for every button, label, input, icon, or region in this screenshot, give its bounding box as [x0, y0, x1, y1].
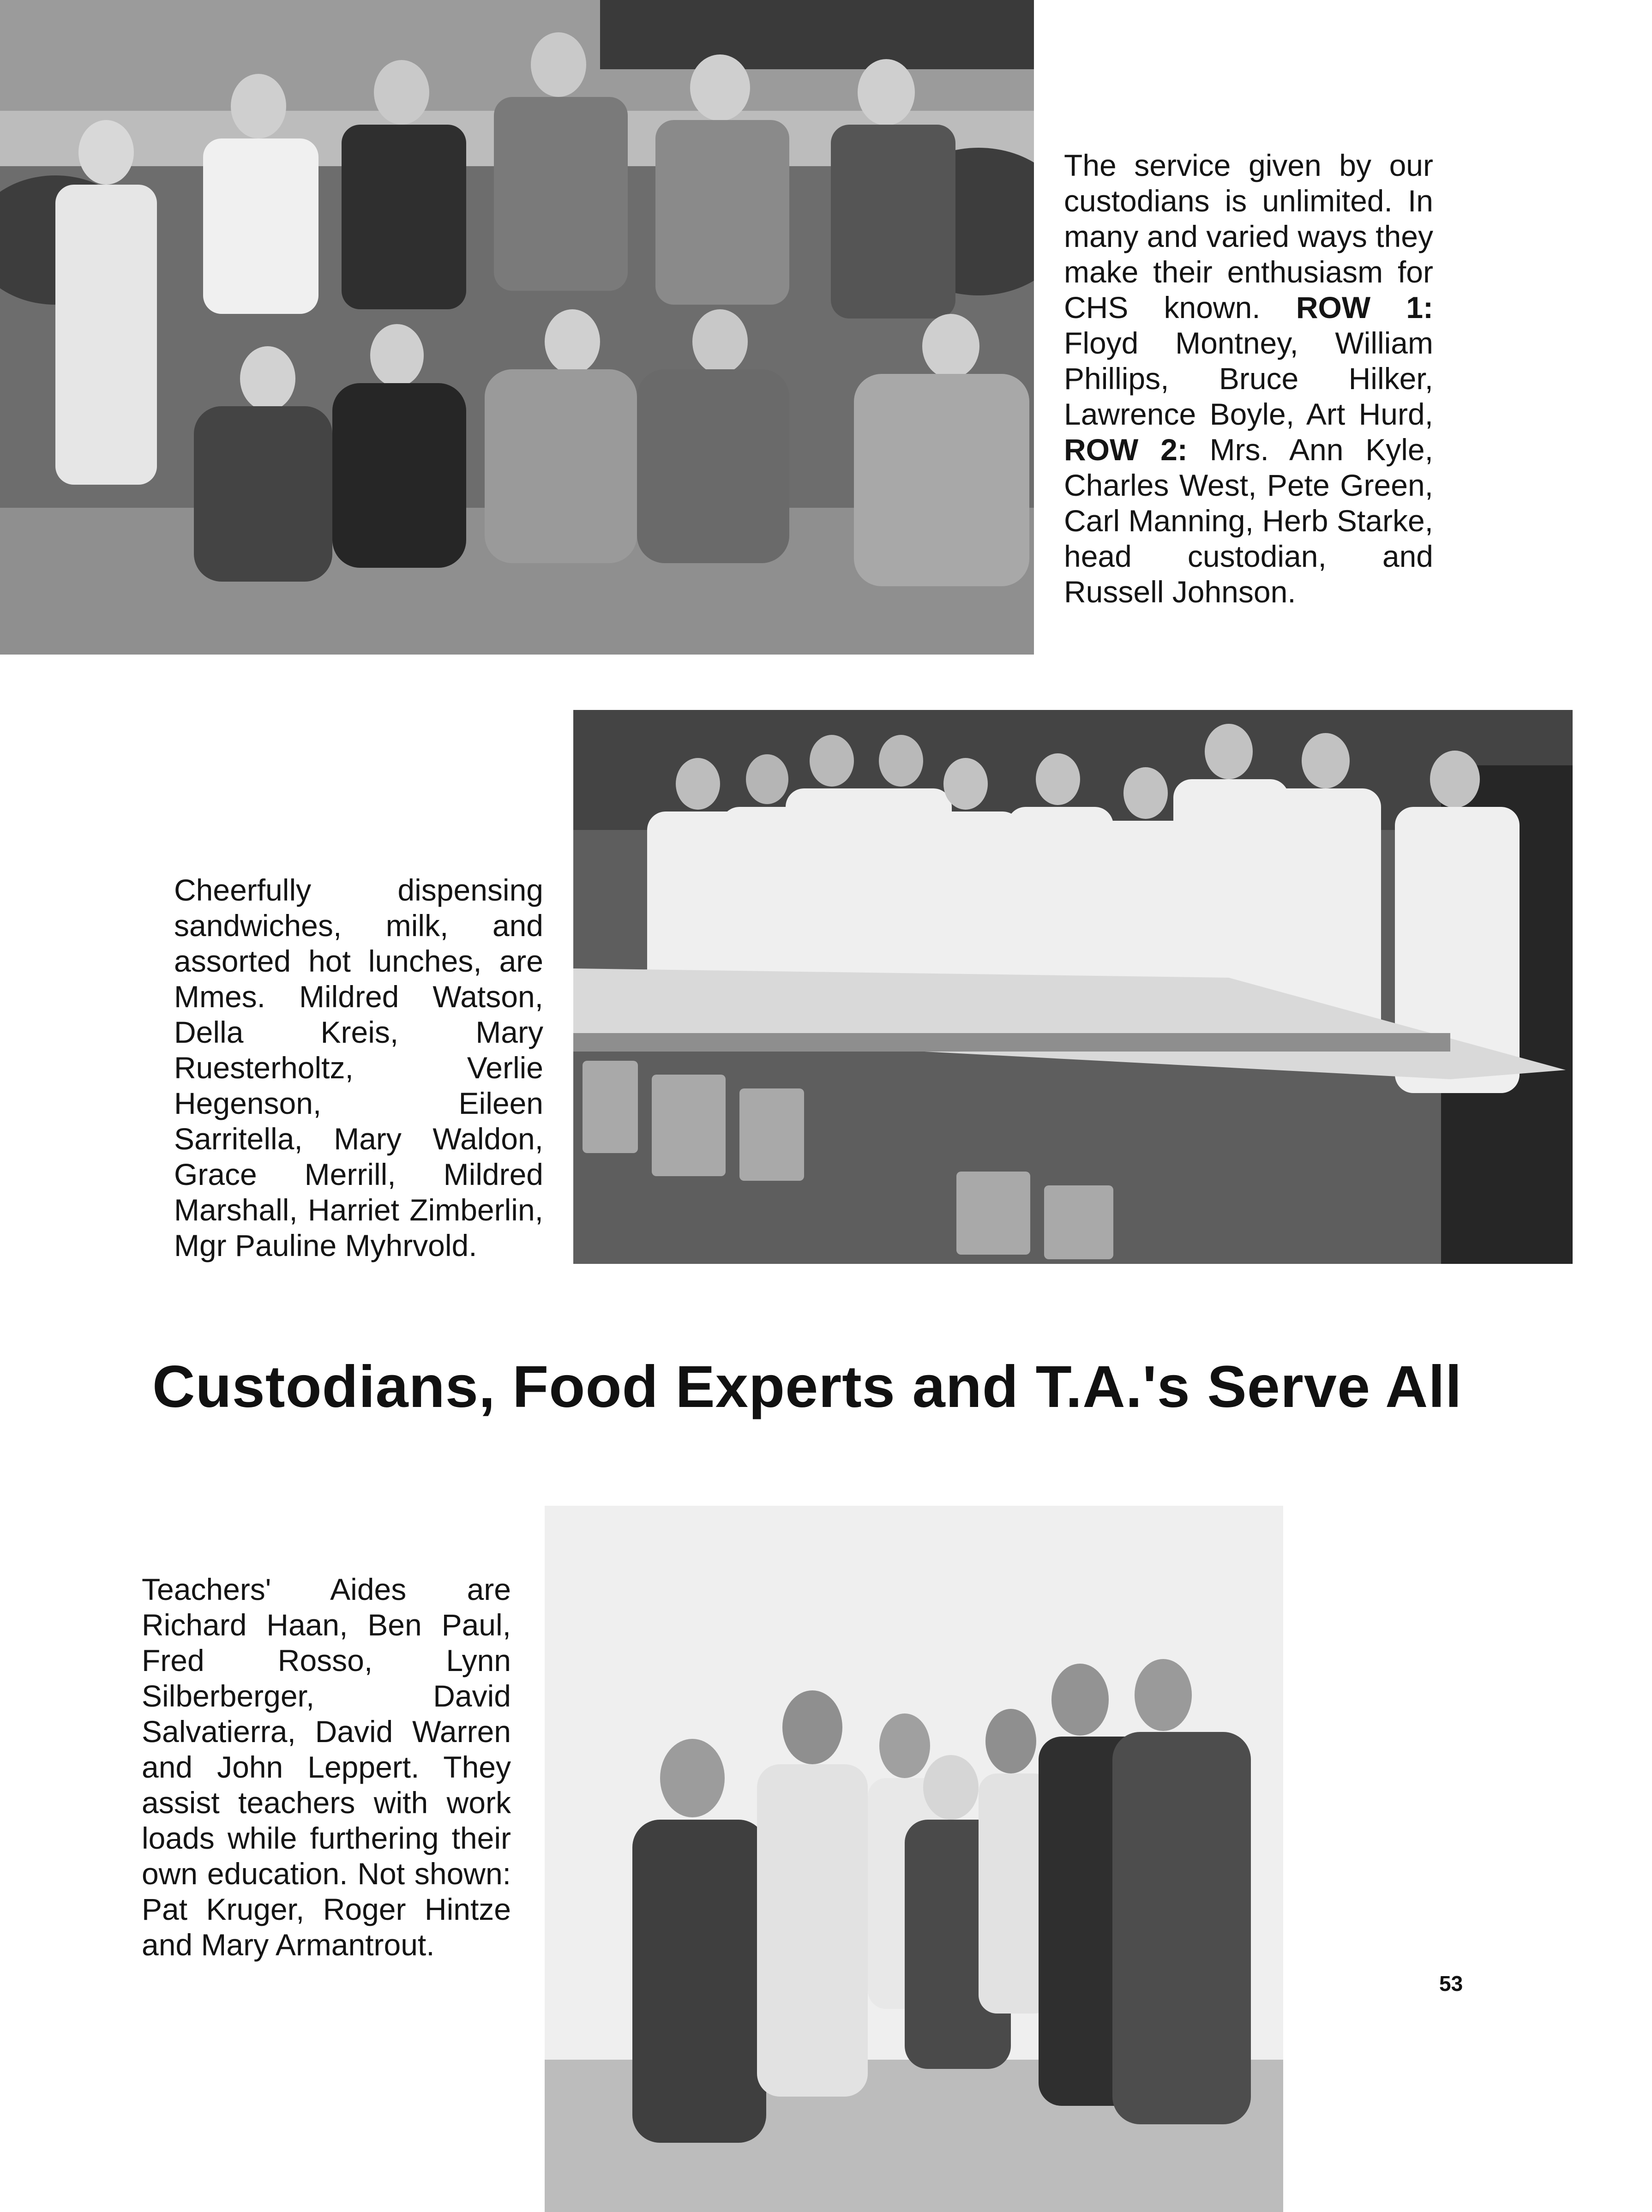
food-caption — [174, 872, 543, 1263]
aides-caption — [142, 1572, 511, 1963]
food-caption-text: Cheerfully dispensing sandwiches, milk, and assorted hot lunches, are Mmes. Mildred Watson, Della Kreis, Mary Ruesterholtz, Verlie Hegenson, Eileen Sarritella, Mary Waldon, Grace Merrill, Mildred Marshall, Harriet Zimberlin, Mgr Pauline Myhrvold. — [174, 873, 543, 1262]
kitchen-staff-photo-art — [573, 710, 1573, 1264]
custodians-photo-art — [0, 0, 1034, 655]
row2-label: ROW 2: — [1064, 433, 1188, 467]
row2-names: Mrs. Ann Kyle, Charles West, Pete Green, Carl Manning, Herb Starke, head custodian, and Russell Johnson. — [1064, 433, 1433, 609]
teachers-aides-photo — [545, 1506, 1283, 2212]
custodians-photo — [0, 0, 1034, 655]
custodians-intro: The service given by our custodians is unlimited. In many and varied ways they make their enthusiasm for CHS known. — [1064, 148, 1433, 325]
custodians-caption — [1064, 148, 1433, 610]
kitchen-staff-photo — [573, 710, 1573, 1264]
page-number: 53 — [1439, 1972, 1463, 1996]
page-headline: Custodians, Food Experts and T.A.'s Serve All — [152, 1354, 1462, 1420]
aides-caption-text: Teachers' Aides are Richard Haan, Ben Paul, Fred Rosso, Lynn Silberberger, David Salvatierra, David Warren and John Leppert. They assist teachers with work loads while furthering their own education. Not shown: Pat Kruger, Roger Hintze and Mary Armantrout. — [142, 1572, 511, 1962]
teachers-aides-photo-art — [545, 1506, 1283, 2212]
row1-names: Floyd Montney, William Phillips, Bruce Hilker, Lawrence Boyle, Art Hurd, — [1064, 326, 1433, 431]
row1-label: ROW 1: — [1296, 290, 1433, 325]
